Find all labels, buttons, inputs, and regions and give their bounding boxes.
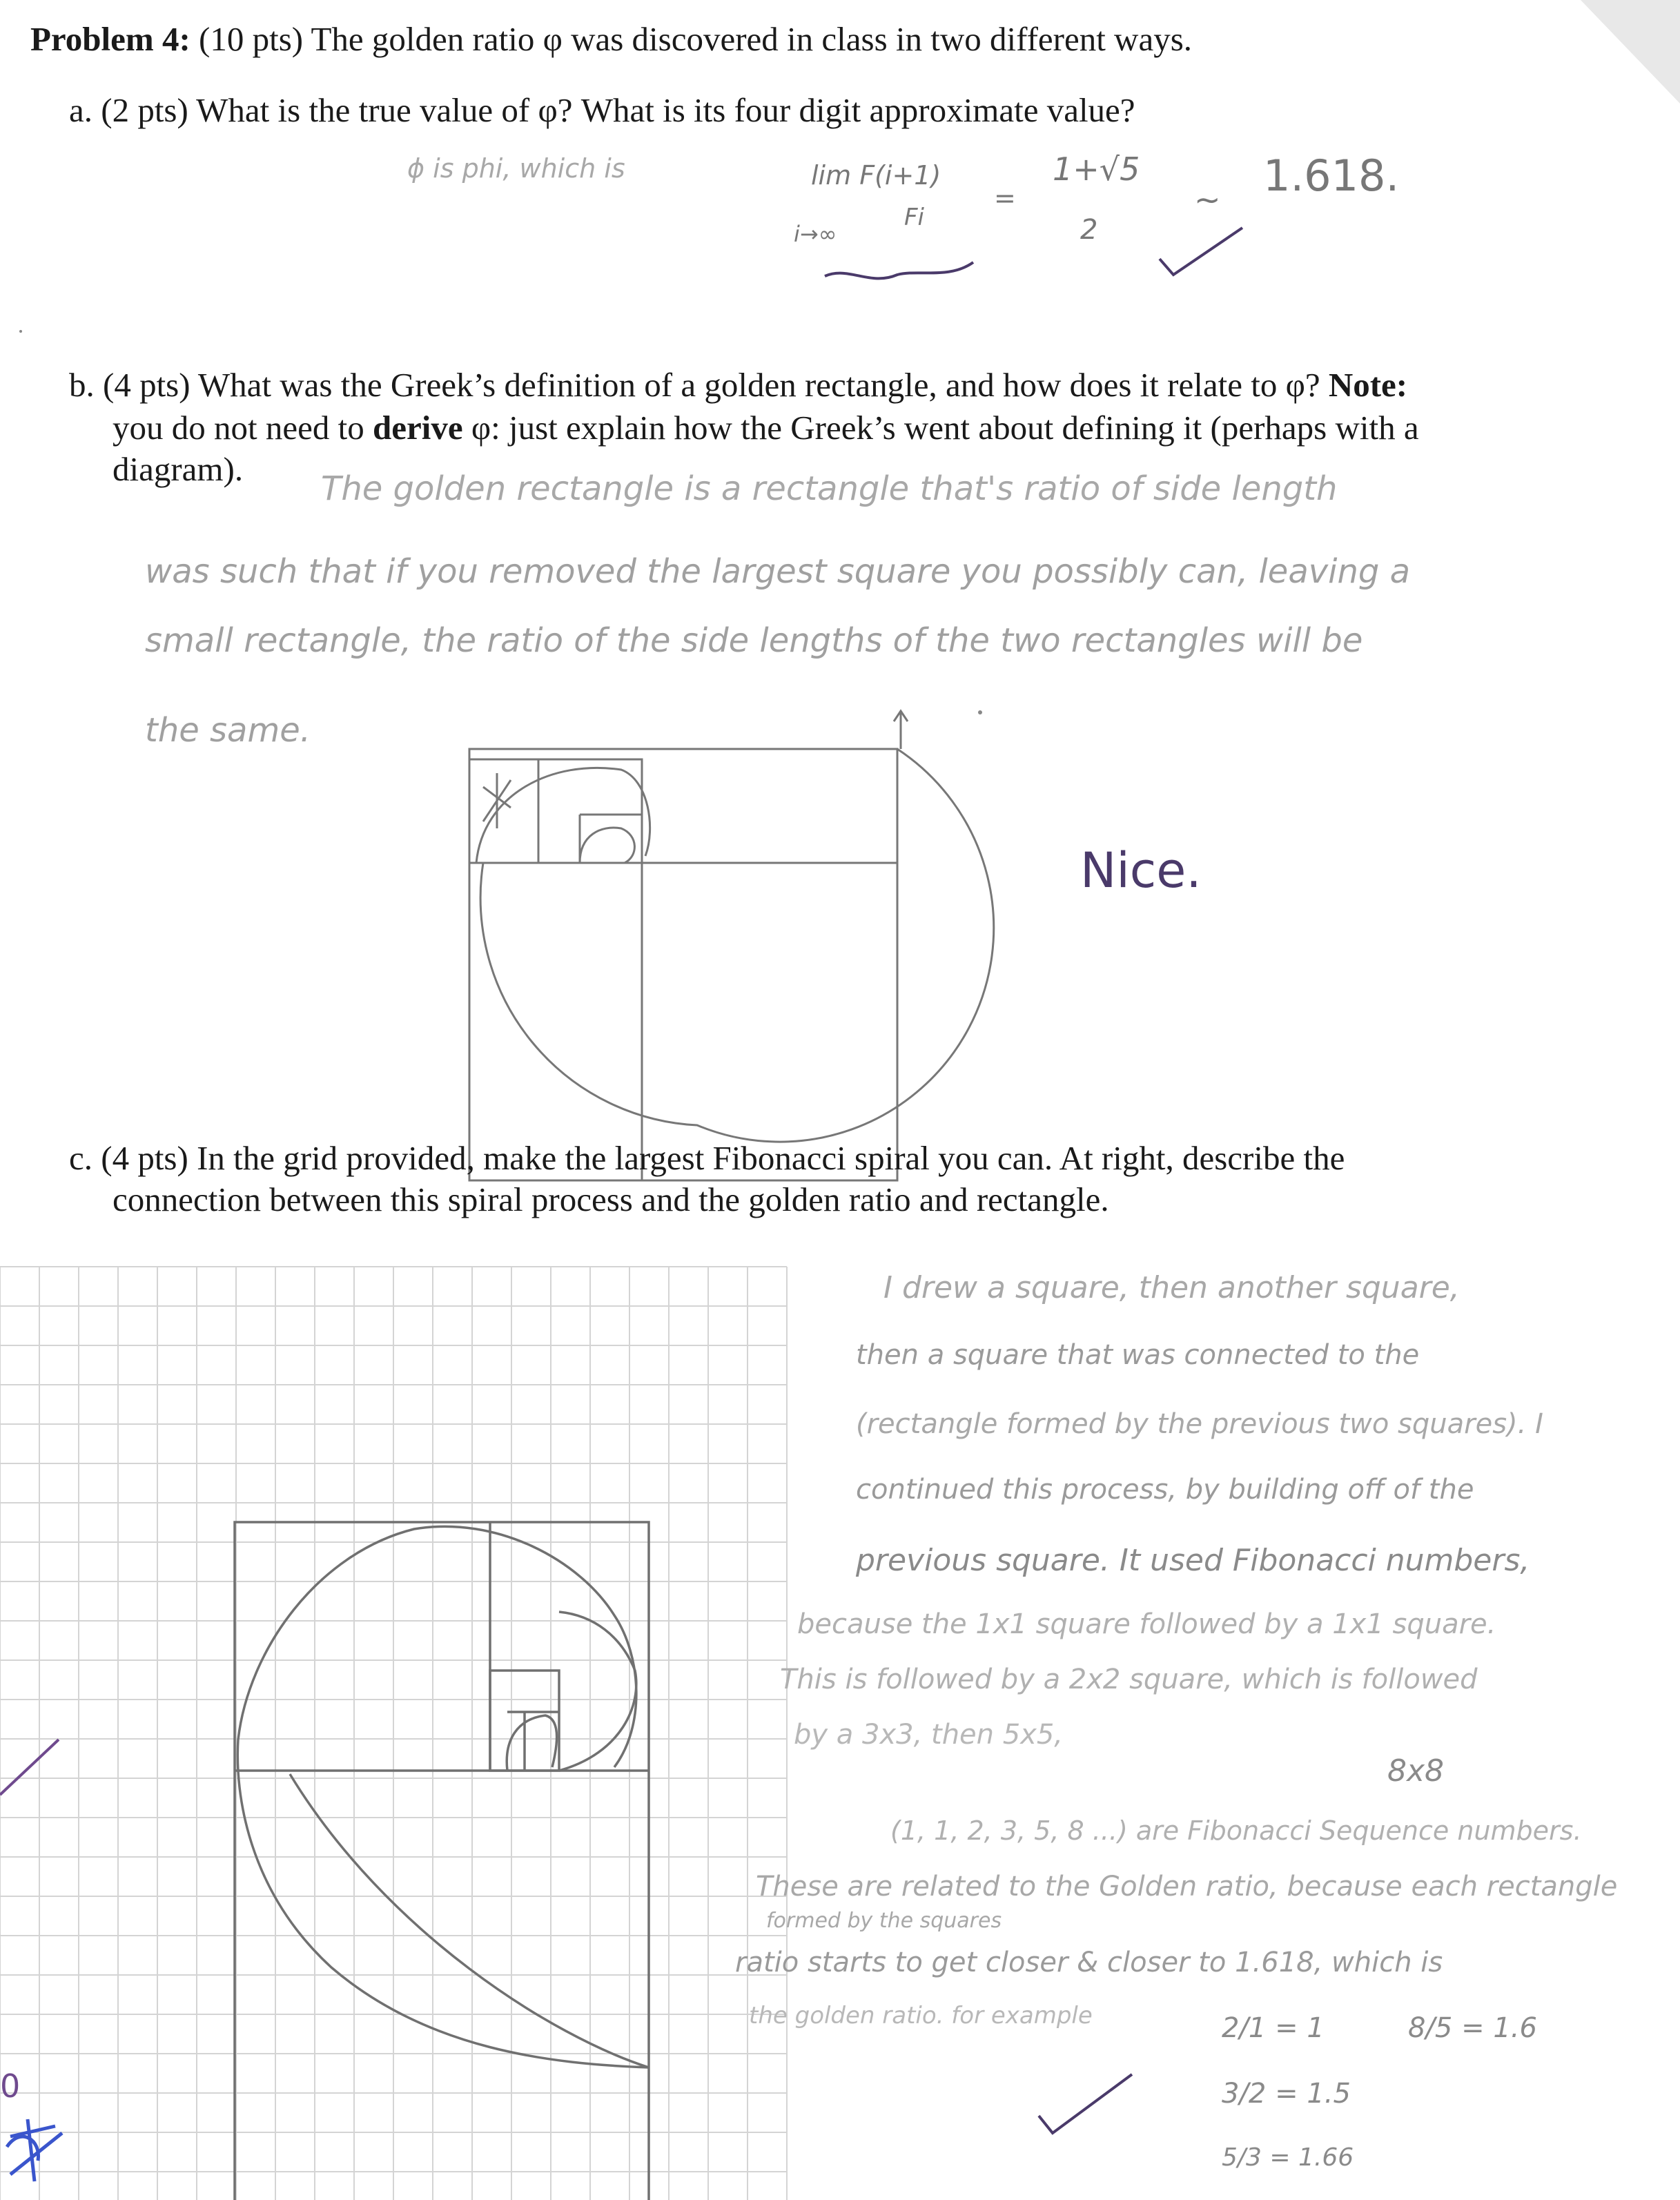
part-b-question-line3: diagram). xyxy=(113,450,244,488)
part-b-question-line1 xyxy=(69,364,1407,406)
grader-note: Nice. xyxy=(1080,842,1202,899)
part-b-answer-line-2: was such that if you removed the largest square you possibly can, leaving a xyxy=(145,552,1411,591)
approx-sign: ~ xyxy=(1194,181,1221,218)
part-c-answer-line-2: then a square that was connected to the xyxy=(856,1339,1420,1371)
part-c-answer-line-10: (1, 1, 2, 3, 5, 8 ...) are Fibonacci Sequence numbers. xyxy=(890,1816,1582,1846)
equals-sign: = xyxy=(994,183,1016,213)
ratio-5-3: 5/3 = 1.66 xyxy=(1222,2143,1354,2172)
problem-heading: Problem 4: xyxy=(30,20,191,58)
part-c-answer-line-12: formed by the squares xyxy=(766,1909,1002,1933)
part-b-question-text: b. (4 pts) What was the Greek’s definition of a golden rectangle, and how does it relate to φ? xyxy=(69,366,1320,404)
part-c-answer-line-7: This is followed by a 2x2 square, which is followed xyxy=(780,1664,1478,1695)
margin-zero: 0 xyxy=(0,2067,21,2105)
problem-header xyxy=(30,19,1192,60)
part-c-answer-line-6: because the 1x1 square followed by a 1x1 square. xyxy=(797,1608,1496,1640)
fibonacci-spiral-drawing xyxy=(235,1522,649,2200)
part-b-question-line2 xyxy=(113,407,1419,449)
limit-expression: lim F(i+1) xyxy=(811,160,941,191)
ratio-8-5: 8/5 = 1.6 xyxy=(1408,2012,1537,2044)
sqrt-numerator: 1+√5 xyxy=(1053,150,1140,188)
part-a-answer-intro: ϕ is phi, which is xyxy=(407,153,625,184)
part-b-answer-line-4: the same. xyxy=(145,711,311,750)
part-c-answer-line-5: previous square. It used Fibonacci numbers, xyxy=(856,1543,1530,1578)
part-c-answer-line-1: I drew a square, then another square, xyxy=(883,1270,1460,1305)
part-b-answer-line-3: small rectangle, the ratio of the side lengths of the two rectangles will be xyxy=(145,621,1363,660)
part-c-question-line2: connection between this spiral process and the golden ratio and rectangle. xyxy=(113,1180,1109,1218)
limit-variable: i→∞ xyxy=(794,221,837,247)
part-b-line2a: you do not need to xyxy=(113,409,364,447)
part-b-line2b: φ: just explain how the Greek’s went about defining it (perhaps with a xyxy=(471,409,1419,447)
part-c-answer-line-4: continued this process, by building off of the xyxy=(856,1474,1474,1506)
check-mark-a xyxy=(1160,228,1242,275)
limit-denominator: Fi xyxy=(904,204,925,231)
problem-intro: (10 pts) The golden ratio φ was discovered in class in two different ways. xyxy=(199,20,1193,58)
approx-value: 1.618. xyxy=(1263,150,1400,201)
sqrt-denominator: 2 xyxy=(1080,214,1098,246)
margin-slash xyxy=(0,1740,59,1795)
ratio-3-2: 3/2 = 1.5 xyxy=(1222,2078,1351,2110)
stray-dot xyxy=(19,330,22,333)
fibonacci-grid xyxy=(0,1267,787,2200)
part-a-question: a. (2 pts) What is the true value of φ? What is its four digit approximate value? xyxy=(69,91,1135,129)
derive-word: derive xyxy=(372,409,463,447)
part-c-answer-line-9: 8x8 xyxy=(1387,1753,1445,1789)
part-c-answer-line-14: the golden ratio. for example xyxy=(749,2002,1093,2029)
stray-dot-b xyxy=(978,710,982,714)
part-c-answer-line-8: by a 3x3, then 5x5, xyxy=(794,1719,1063,1751)
ratio-2-1: 2/1 = 1 xyxy=(1222,2012,1325,2044)
page-corner xyxy=(1581,0,1680,104)
part-c-question-line1: c. (4 pts) In the grid provided, make the largest Fibonacci spiral you can. At right, describe the xyxy=(69,1139,1345,1177)
underline-squiggle xyxy=(825,262,973,278)
note-label: Note: xyxy=(1328,366,1408,404)
part-b-answer-line-1: The golden rectangle is a rectangle that's ratio of side length xyxy=(321,469,1338,508)
golden-rectangle-diagram xyxy=(469,711,994,1180)
part-c-answer-line-3: (rectangle formed by the previous two squares). I xyxy=(856,1408,1543,1440)
check-mark-c xyxy=(1039,2074,1132,2133)
part-c-answer-line-13: ratio starts to get closer & closer to 1.618, which is xyxy=(735,1947,1443,1978)
part-c-answer-line-11: These are related to the Golden ratio, because each rectangle xyxy=(756,1871,1618,1902)
